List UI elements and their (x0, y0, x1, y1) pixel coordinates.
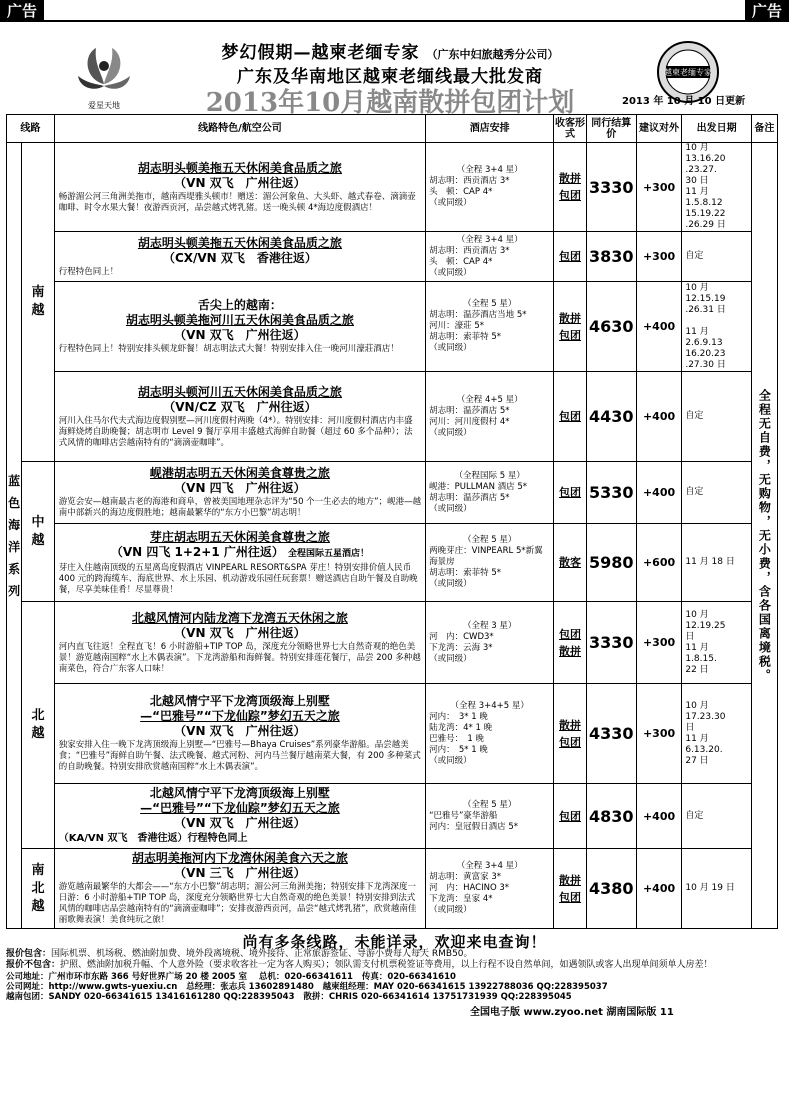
route-cell (54, 784, 425, 849)
route-desc: 游览会安—越南最古老的海港和商阜，曾被美国地理杂志评为“50 个一生必去的地方”；岘港—越南中部新兴的海边度假胜地；越南最繁华的“东方小巴黎”胡志明！ (58, 497, 422, 518)
table-row (7, 602, 778, 684)
table-header (7, 115, 778, 143)
route-cell (54, 684, 425, 784)
route-title: 北越风情河内陆龙湾下龙湾五天休闲之旅 (131, 610, 348, 625)
headline-2: 广东及华南地区越柬老缅线最大批发商 (237, 67, 543, 87)
table-row (7, 462, 778, 524)
table-row (7, 784, 778, 849)
departure-dates: 自定 (682, 784, 751, 849)
region-north: 北 越 (22, 602, 55, 849)
departure-dates: 10 月 17.23.30 日 11 月 6.13.20. 27 日 (682, 684, 751, 784)
booking-form: 散拼 包团 (554, 282, 587, 372)
route-flight-hk: （KA/VN 双飞 香港往返）行程特色同上 (58, 833, 248, 844)
net-price: 3830 (586, 232, 636, 282)
net-price: 4630 (586, 282, 636, 372)
ad-label-left: 广告 (0, 0, 44, 22)
hotel-cell: （全程 5 星） 胡志明：温莎酒店当地 5* 河川：濠莊 5* 胡志明：索菲特 5* （或同级） (426, 282, 554, 372)
col-date: 出发日期 (682, 115, 751, 143)
hotel-cell: （全程 3+4+5 星） 河内： 3* 1 晚 陆龙湾：4* 1 晚 巴雅号： 1 晚 河内： 5* 1 晚 （或同级） (426, 684, 554, 784)
route-desc: 芽庄入住越南顶级的五星离岛度假酒店 VINPEARL RESORT&SPA 芽庄！特别安排价值人民币 400 元的跨海缆车、海底世界、水上乐园、机动游戏乐园任玩套票！赠送酒店自助午餐及自助晚餐，尽享美味佳肴！尽显尊贵！ (58, 562, 418, 595)
region-south: 南 越 (22, 143, 55, 462)
top-rule (0, 0, 789, 22)
route-flight: （VN 双飞 广州往返） (174, 625, 306, 640)
route-desc: 行程特色同上！特别安排头顿龙虾餐！胡志明法式大餐！特别安排入住一晚河川濠莊酒店！ (58, 344, 399, 354)
net-price: 4330 (586, 684, 636, 784)
hotel-cell: （全程 3 星） 河 内：CWD3* 下龙湾：云海 3* （或同级） (426, 602, 554, 684)
route-flight: （VN 三飞 广州往返） (174, 866, 306, 880)
hotel-cell: （全程 5 星） 两晚芽庄：VINPEARL 5*新翼海景房 胡志明：索菲特 5* （或同级） (426, 524, 554, 602)
ad-label-right: 广告 (745, 0, 789, 22)
route-title: 北越风情宁平下龙湾顶级海上别墅 (149, 786, 330, 800)
logo-text: 爱星天地 (88, 101, 120, 110)
route-cell (54, 232, 425, 282)
route-title: 胡志明头顿美拖五天休闲美食品质之旅 (137, 235, 342, 250)
route-flight: （CX/VN 双飞 香港往返） (162, 250, 317, 265)
route-flight: （VN 双飞 广州往返） (174, 175, 306, 190)
route-desc: 独家安排入住一晚下龙湾顶级海上别墅—“巴雅号—Bhaya Cruises”系列豪华游船。品尝越美食；“巴雅号”海鲜自助午餐、法式晚餐、越式河粉、河内马兰餐厅越南菜大餐，有 200 多种菜式的自助晚餐。特别安排欣赏越南国粹“水上木偶表演”。 (58, 740, 421, 772)
booking-form: 包团 (554, 232, 587, 282)
route-title: 芽庄胡志明五天休闲美食尊贵之旅 (149, 529, 330, 544)
net-price: 5330 (586, 462, 636, 524)
svg-text:越柬老缅专家: 越柬老缅专家 (664, 68, 712, 77)
hotel-cell: （全程 3+4 星） 胡志明：黄富家 3* 河 内：HACINO 3* 下龙湾：皇家 4* （或同级） (426, 849, 554, 929)
suggested-markup: +400 (636, 372, 682, 462)
route-desc: 河内直飞往返！全程直飞！6 小时游船+TIP TOP 岛，深度充分领略世界七大自然奇观的绝色美景！游览越南国粹“水上木偶表演”。下龙湾游船和海鲜餐。特别安排莲花餐厅，品尝 200 多种越南菜色，符合广东客人口味！ (58, 641, 421, 674)
suggested-markup: +400 (636, 462, 682, 524)
route-desc: 河川入住马尔代夫式海边度假别墅—河川度假村两晚（4*）。特别安排：河川度假村酒店内丰盛海鲜烧烤自助晚餐；胡志明市 Level 9 餐厅享用丰盛越式海鲜自助餐（超过 60 多个品种）；法式风情的咖啡店尝越南特有的“滴滴壶咖啡”。 (58, 415, 413, 448)
route-title-2: —“巴雅号”“下龙仙踪”梦幻五天之旅 (140, 801, 340, 815)
route-cell (54, 462, 425, 524)
departure-dates: 自定 (682, 372, 751, 462)
departure-dates: 10 月 12.19.25 日 11 月 1.8.15. 22 日 (682, 602, 751, 684)
route-title-2: —“巴雅号”“下龙仙踪”梦幻五天之旅 (140, 709, 340, 723)
hotel-cell: （全程 3+4 星） 胡志明：西贡酒店 3* 头 顿：CAP 4* （或同级） (426, 232, 554, 282)
net-price: 4380 (586, 849, 636, 929)
contact-info: 公司地址：广州市环市东路 366 号好世界广场 20 楼 2005 室 总机：020-66341611 传真：020-66341610 公司网址：http://www.gwts-yuexiu.cn 总经理：张志兵 13602891480 越柬组经理：MAY 020-66341615 13922788036 QQ:228395037 越南包团：SANDY 020-66341615 13416161280 QQ:228395043 散拼：CHRIS 020-66341614 13751731939 QQ:228395045 (6, 972, 778, 1002)
route-desc: 游览越南最繁华的大都会——“东方小巴黎”胡志明；湄公河三角洲美拖；特别安排下龙湾深度一日游：6 小时游船+TIP TOP 岛，深度充分领略世界七大自然奇观的绝色美景！特别安排到法式风情的咖啡店品尝越南特有的“滴滴壶咖啡”；安排夜游西贡河，品尝“越式烤乳猪”，欣赏越南佳丽歌舞表演！美食纯玩之旅！ (58, 882, 417, 925)
net-price: 4430 (586, 372, 636, 462)
route-title-2: 胡志明头顿美拖河川五天休闲美食品质之旅 (125, 313, 354, 327)
route-cell (54, 282, 425, 372)
net-price: 3330 (586, 143, 636, 232)
footer: 全国电子版 www.zyoo.net 湖南国际版 11 (470, 1007, 674, 1018)
booking-form: 散拼 包团 (554, 684, 587, 784)
route-cell (54, 602, 425, 684)
net-price: 5980 (586, 524, 636, 602)
departure-dates: 11 月 18 日 (682, 524, 751, 602)
route-desc: 行程特色同上！ (58, 266, 119, 277)
table-row (7, 282, 778, 372)
route-cell (54, 849, 425, 929)
suggested-markup: +400 (636, 282, 682, 372)
hotel-cell: （全程国际 5 星） 岘港：PULLMAN 酒店 5* 胡志明：温莎酒店 5* （或同级） (426, 462, 554, 524)
note-cell: 全程无自费，无购物，无小费，含各国离境税。 (751, 143, 777, 929)
route-flight: （VN/CZ 双飞 广州往返） (163, 399, 317, 414)
net-price: 4830 (586, 784, 636, 849)
series-label: 蓝 色 海 洋 系 列 (7, 143, 22, 929)
header (0, 26, 789, 118)
suggested-markup: +300 (636, 602, 682, 684)
route-flight: （VN 双飞 广州往返） (174, 328, 306, 342)
booking-form: 散客 (554, 524, 587, 602)
more-routes-notice: 尚有多条线路，未能详录，欢迎来电查询！ (242, 933, 547, 951)
route-cell (54, 372, 425, 462)
region-middle: 中 越 (22, 462, 55, 602)
route-cell (54, 524, 425, 602)
tour-table (6, 114, 778, 929)
booking-form: 包团 散拼 (554, 602, 587, 684)
region-southnorth: 南 北 越 (22, 849, 55, 929)
booking-form: 包团 (554, 372, 587, 462)
hotel-cell: （全程 3+4 星） 胡志明：西贡酒店 3* 头 顿：CAP 4* （或同级） (426, 143, 554, 232)
col-feature: 线路特色/航空公司 (54, 115, 425, 143)
departure-dates: 自定 (682, 232, 751, 282)
contact-line: 公司网址：http://www.gwts-yuexiu.cn 总经理：张志兵 13602891480 越柬组经理：MAY 020-66341615 13922788036 QQ:228395037 (6, 982, 608, 992)
hotel-cell: （全程 5 星） “巴雅号”豪华游船 河内：皇冠假日酒店 5* (426, 784, 554, 849)
booking-form: 散拼 包团 (554, 143, 587, 232)
departure-dates: 10 月 19 日 (682, 849, 751, 929)
col-form: 收客形式 (554, 115, 587, 143)
col-price: 同行结算价 (586, 115, 636, 143)
company-logo (72, 36, 136, 116)
col-hotel: 酒店安排 (426, 115, 554, 143)
suggested-markup: +300 (636, 232, 682, 282)
departure-dates: 10 月 13.16.20 .23.27. 30 日 11 月 1.5.8.12 15.19.22 .26.29 日 (682, 143, 751, 232)
col-note: 备注 (751, 115, 777, 143)
route-title: 胡志明头顿美拖五天休闲美食品质之旅 (137, 160, 342, 175)
table-row (7, 849, 778, 929)
contact-line: 越南包团：SANDY 020-66341615 13416161280 QQ:228395043 散拼：CHRIS 020-66341614 13751731939 QQ:228395045 (6, 992, 572, 1002)
route-title: 岘港胡志明五天休闲美食尊贵之旅 (149, 466, 330, 480)
route-desc: 畅游湄公河三角洲美拖市，越南西堤雅头顿市！赠送：湄公河象鱼、大头虾、越式春卷、滴滴壶咖啡、时令水果大餐！夜游西贡河，品尝越式烤乳猪。送一晚头顿 4*海边度假酒店！ (58, 191, 416, 213)
route-flight: （VN 双飞 广州往返） (174, 816, 306, 830)
booking-form: 包团 (554, 462, 587, 524)
route-flight: （VN 双飞 广州往返） (174, 724, 306, 738)
departure-dates: 10 月 12.15.19 .26.31 日 11 月 2.6.9.13 16.20.23 .27.30 日 (682, 282, 751, 372)
headline-1: 梦幻假期—越柬老缅专家 （广东中妇旅越秀分公司） (221, 43, 559, 63)
page-title: 2013年10月越南散拼包团计划 (205, 88, 575, 118)
route-cell (54, 143, 425, 232)
col-suggest: 建议对外 (636, 115, 682, 143)
col-route: 线路 (7, 115, 55, 143)
booking-form: 包团 (554, 784, 587, 849)
table-row (7, 143, 778, 232)
net-price: 3330 (586, 602, 636, 684)
route-title: 北越风情宁平下龙湾顶级海上别墅 (149, 694, 330, 708)
route-flight: （VN 四飞 广州往返） (174, 481, 306, 495)
route-title: 胡志明头顿河川五天休闲美食品质之旅 (137, 384, 342, 399)
hotel-cell: （全程 4+5 星） 胡志明：温莎酒店 5* 河川：河川度假村 4* （或同级） (426, 372, 554, 462)
update-date: 2013 年 10 月 10 日更新 (622, 96, 746, 107)
table-row (7, 372, 778, 462)
route-title: 胡志明美拖河内下龙湾休闲美食六天之旅 (131, 851, 348, 865)
table-row (7, 684, 778, 784)
suggested-markup: +600 (636, 524, 682, 602)
table-row (7, 524, 778, 602)
suggested-markup: +400 (636, 784, 682, 849)
route-flight: （VN 四飞 1+2+1 广州往返） 全程国际五星酒店！ (110, 544, 370, 559)
suggested-markup: +300 (636, 684, 682, 784)
suggested-markup: +300 (636, 143, 682, 232)
route-title: 舌尖上的越南： (197, 298, 282, 312)
fees-info: 报价包含：国际机票、机场税、燃油附加费、境外段离境税、境外接待、正常旅游签证、导游小费每人每天 RMB50。 报价不包含：护照、燃油附加税升幅、个人意外险（要求收客社一定为客人购买）；领队需支付机票税签证等费用，以上行程不设自然单间，如遇领队或客人出现单间须单人房差！ (6, 949, 713, 970)
departure-dates: 自定 (682, 462, 751, 524)
booking-form: 散拼 包团 (554, 849, 587, 929)
table-row (7, 232, 778, 282)
suggested-markup: +400 (636, 849, 682, 929)
